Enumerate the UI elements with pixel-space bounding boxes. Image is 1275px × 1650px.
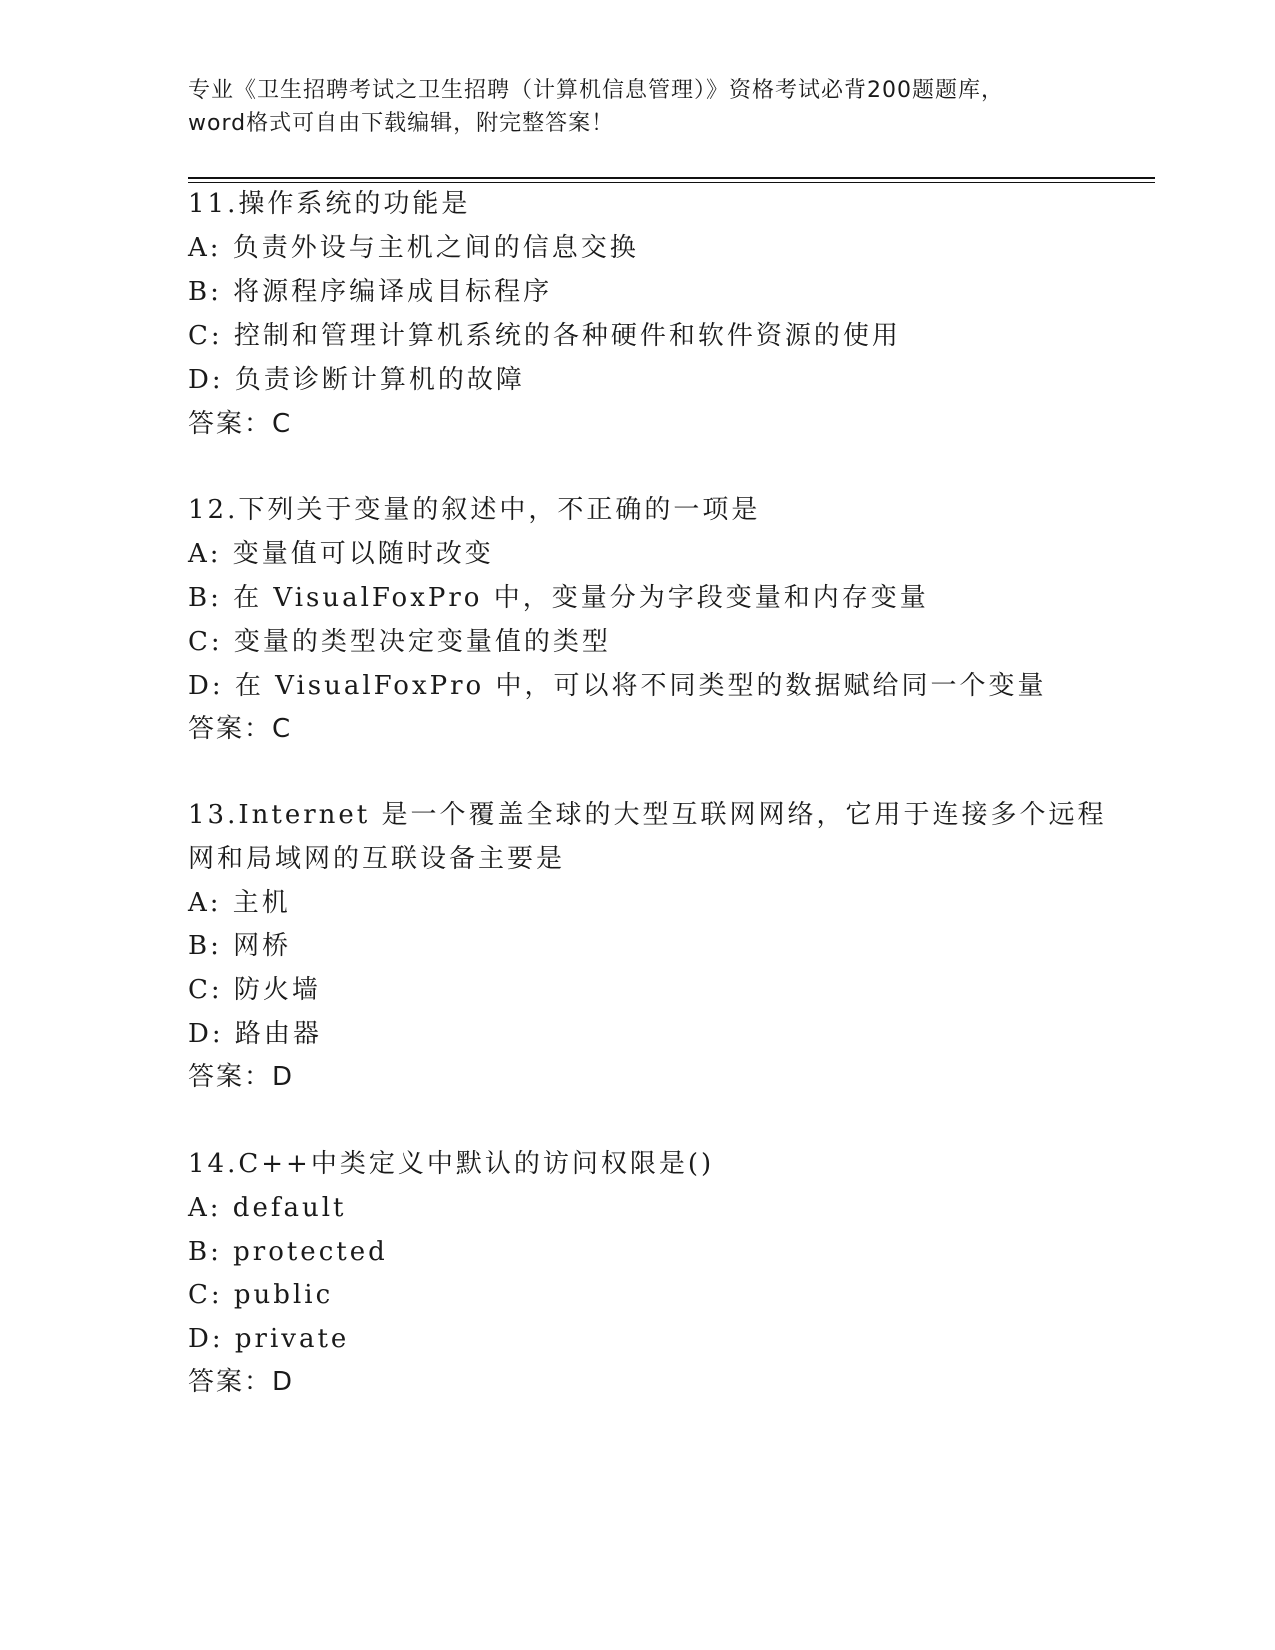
- question-11-stem: 11.操作系统的功能是: [188, 189, 471, 219]
- question-14-answer: 答案：D: [188, 1367, 295, 1397]
- question-13-answer: 答案：D: [188, 1062, 295, 1092]
- question-14-option-b: B: protected: [188, 1237, 388, 1267]
- question-11-option-a: A: 负责外设与主机之间的信息交换: [188, 233, 639, 263]
- question-12-option-b: B: 在 VisualFoxPro 中，变量分为字段变量和内存变量: [188, 583, 929, 613]
- question-13-option-b: B: 网桥: [188, 931, 292, 961]
- question-13-stem-line-2: 网和局域网的互联设备主要是: [188, 844, 566, 874]
- question-13-stem-line-1: 13.Internet 是一个覆盖全球的大型互联网网络，它用于连接多个远程: [188, 800, 1107, 830]
- question-13-option-c: C: 防火墙: [188, 975, 321, 1005]
- header-line-2: word格式可自由下载编辑，附完整答案！: [188, 111, 615, 136]
- question-12-option-c: C: 变量的类型决定变量值的类型: [188, 627, 611, 657]
- header-line-1: 专业《卫生招聘考试之卫生招聘（计算机信息管理）》资格考试必背200题题库，: [188, 78, 1004, 103]
- question-13-option-d: D: 路由器: [188, 1019, 322, 1049]
- header-divider-thin: [188, 182, 1155, 183]
- question-14-stem: 14.C++中类定义中默认的访问权限是(): [188, 1149, 715, 1179]
- question-11-option-d: D: 负责诊断计算机的故障: [188, 365, 525, 395]
- question-12-stem: 12.下列关于变量的叙述中，不正确的一项是: [188, 495, 761, 525]
- question-11-option-b: B: 将源程序编译成目标程序: [188, 277, 553, 307]
- question-14-option-c: C: public: [188, 1280, 334, 1310]
- question-12-answer: 答案：C: [188, 714, 293, 744]
- question-14-option-d: D: private: [188, 1324, 350, 1354]
- question-13-option-a: A: 主机: [188, 888, 291, 918]
- question-11-answer: 答案：C: [188, 409, 293, 439]
- question-12-option-d: D: 在 VisualFoxPro 中，可以将不同类型的数据赋给同一个变量: [188, 671, 1047, 701]
- document-header: [188, 74, 1088, 140]
- question-12-option-a: A: 变量值可以随时改变: [188, 539, 494, 569]
- header-divider-thick: [188, 177, 1155, 179]
- question-14-option-a: A: default: [188, 1193, 347, 1223]
- question-11-option-c: C: 控制和管理计算机系统的各种硬件和软件资源的使用: [188, 321, 901, 351]
